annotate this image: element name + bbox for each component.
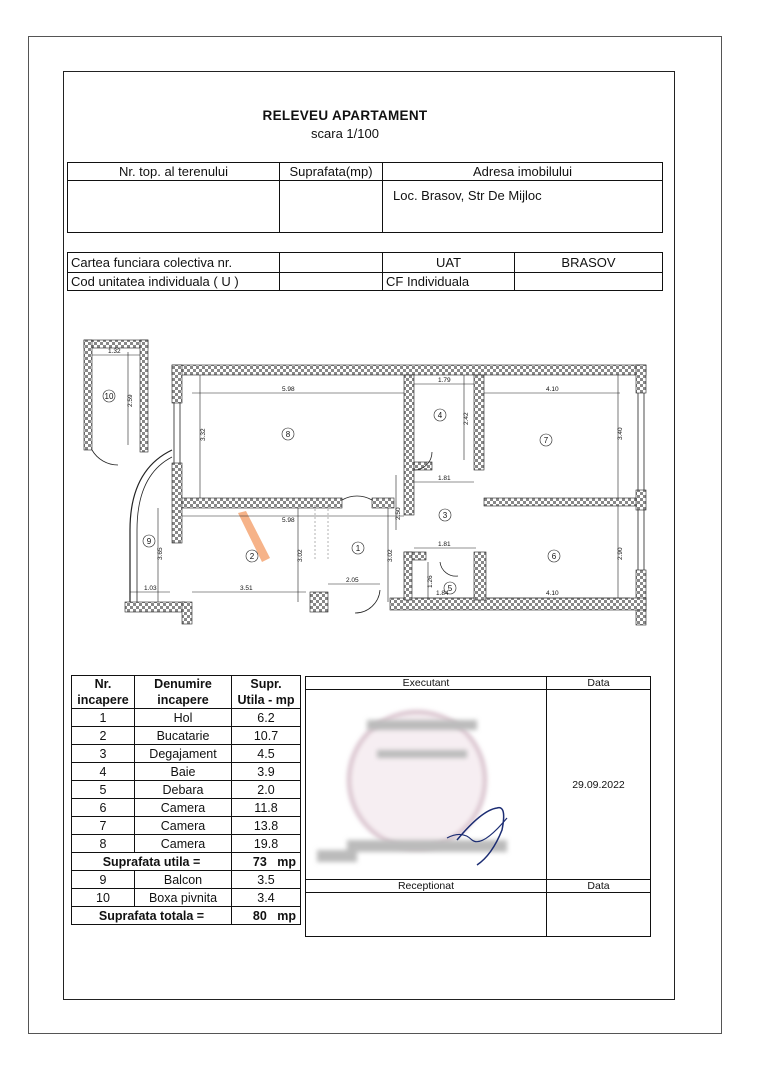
useful-area-label: Suprafata utila = xyxy=(102,854,201,869)
table-row: 8 Camera 19.8 xyxy=(72,835,301,853)
dim-label: 3.32 xyxy=(200,428,207,441)
stamp-signature-icon xyxy=(307,690,545,876)
room-label-8: 8 xyxy=(285,430,291,439)
dim-label: 4.10 xyxy=(546,590,559,597)
room-label-9: 9 xyxy=(146,537,152,546)
useful-area-value: 73 xyxy=(252,854,267,869)
rooms-table xyxy=(71,675,301,925)
header-nr-1: Nr. xyxy=(94,677,112,691)
dim-label: 3.02 xyxy=(387,549,394,562)
dim-label: 1.03 xyxy=(144,585,157,592)
dim-label: 1.81 xyxy=(438,475,451,482)
dim-label: 3.51 xyxy=(240,585,253,592)
total-area-row xyxy=(72,907,301,925)
table-row: 5 Debara 2.0 xyxy=(72,781,301,799)
table-row: 1 Hol 6.2 xyxy=(72,709,301,727)
dim-label: 2.59 xyxy=(127,394,134,407)
dim-label: 1.81 xyxy=(438,541,451,548)
receptionat-signature-area xyxy=(306,893,547,937)
total-area-value: 80 xyxy=(252,908,267,923)
table-row: 9 Balcon 3.5 xyxy=(72,871,301,889)
dim-label: 5.98 xyxy=(282,386,295,393)
table-row: 2 Bucatarie 10.7 xyxy=(72,727,301,745)
dim-label: 3.02 xyxy=(297,549,304,562)
room-label-4: 4 xyxy=(437,411,443,420)
land-book-value xyxy=(280,253,383,273)
receptionat-date-area xyxy=(547,893,651,937)
date-label-2: Data xyxy=(547,880,651,893)
header-nr-2: incapere xyxy=(77,693,129,707)
dim-label: 3.40 xyxy=(617,427,624,440)
header-area-2: Utila - mp xyxy=(237,693,295,707)
room-label-1: 1 xyxy=(355,544,361,553)
room-label-7: 7 xyxy=(543,436,549,445)
cf-label: CF Individuala xyxy=(383,273,515,291)
executant-label: Executant xyxy=(306,677,547,690)
table-row: 4 Baie 3.9 xyxy=(72,763,301,781)
dim-label: 1.32 xyxy=(108,348,121,355)
date-value: 29.09.2022 xyxy=(547,690,651,880)
total-area-unit: mp xyxy=(277,908,296,923)
table-row: 3 Degajament 4.5 xyxy=(72,745,301,763)
executant-signature-area xyxy=(306,690,547,880)
useful-area-unit: mp xyxy=(277,854,296,869)
address-value: Loc. Brasov, Str De Mijloc xyxy=(383,181,663,233)
header-name-1: Denumire xyxy=(154,677,212,691)
topo-value xyxy=(68,181,280,233)
dim-label: 1.79 xyxy=(438,377,451,384)
uat-value: BRASOV xyxy=(515,253,663,273)
receptionat-label: Receptionat xyxy=(306,880,547,893)
unit-code-label: Cod unitatea individuala ( U ) xyxy=(68,273,280,291)
land-info-table xyxy=(67,162,663,233)
unit-code-value xyxy=(280,273,383,291)
header-name-2: incapere xyxy=(157,693,209,707)
document-scale: scara 1/100 xyxy=(311,126,379,141)
col-header-area: Suprafata(mp) xyxy=(280,163,383,181)
date-label: Data xyxy=(547,677,651,690)
floor-plan xyxy=(70,330,650,630)
useful-area-row xyxy=(72,853,301,871)
signature-table xyxy=(305,676,651,937)
dim-label: 2.42 xyxy=(463,412,470,425)
land-book-table xyxy=(67,252,663,291)
table-row: 6 Camera 11.8 xyxy=(72,799,301,817)
uat-label: UAT xyxy=(383,253,515,273)
dim-label: 1.84 xyxy=(436,590,449,597)
room-label-10: 10 xyxy=(104,392,114,401)
land-book-label: Cartea funciara colectiva nr. xyxy=(68,253,280,273)
table-row: 10 Boxa pivnita 3.4 xyxy=(72,889,301,907)
dim-label: 2.90 xyxy=(617,547,624,560)
dim-label: 5.98 xyxy=(282,517,295,524)
room-label-2: 2 xyxy=(249,552,255,561)
dim-label: 3.65 xyxy=(157,547,164,560)
col-header-address: Adresa imobilului xyxy=(383,163,663,181)
dim-label: 2.05 xyxy=(346,577,359,584)
cf-value xyxy=(515,273,663,291)
document-title: RELEVEU APARTAMENT xyxy=(262,108,428,123)
col-header-topo: Nr. top. al terenului xyxy=(68,163,280,181)
dim-label: 1.26 xyxy=(427,575,434,588)
area-value xyxy=(280,181,383,233)
total-area-label: Suprafata totala = xyxy=(98,908,205,923)
header-area-1: Supr. xyxy=(250,677,282,691)
table-row: 7 Camera 13.8 xyxy=(72,817,301,835)
dim-label: 2.50 xyxy=(395,507,402,520)
dim-label: 4.10 xyxy=(546,386,559,393)
room-label-5: 5 xyxy=(447,584,453,593)
room-label-3: 3 xyxy=(442,511,448,520)
room-label-6: 6 xyxy=(551,552,557,561)
